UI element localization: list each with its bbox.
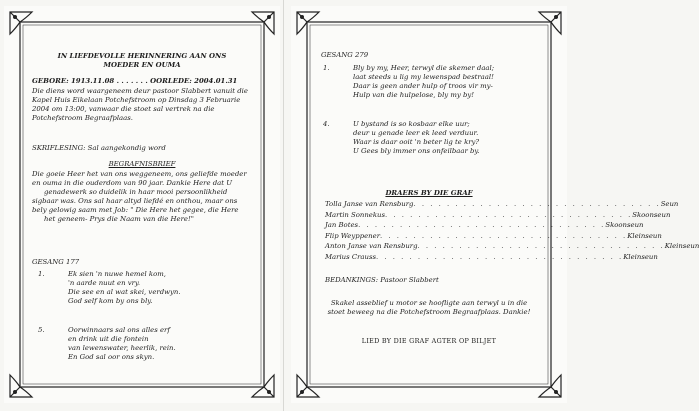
hymn-line: en drink uit die fontein bbox=[68, 335, 149, 343]
letter-line: Die goeie Heer het van ons weggeneem, ons geliefde moeder bbox=[32, 170, 247, 178]
birth-death-dates: GEBORE: 1913.11.08 . . . . . . . OORLEDE: 2004.01.31 bbox=[32, 77, 238, 85]
hymn-line: God self kom by ons bly. bbox=[68, 297, 153, 305]
footer-note: LIED BY DIE GRAF AGTER OP BILJET bbox=[361, 337, 497, 345]
heading-line-2: MOEDER EN OUMA bbox=[103, 61, 181, 69]
service-line: Kapel Huis Eikelaan Potchefstroom op Dinsdag 3 Februarie bbox=[32, 96, 241, 104]
hymn-line: laat steeds u lig my lewenspad bestraal! bbox=[353, 73, 494, 81]
heading-line-1: IN LIEFDEVOLLE HERINNERING AAN ONS bbox=[57, 52, 227, 60]
hymn-line: van lewenswater, heerlik, rein. bbox=[68, 344, 176, 352]
bearer-row bbox=[325, 252, 658, 262]
thanks-line: BEDANKINGS: Pastoor Slabbert bbox=[325, 276, 439, 284]
closing-line: stoet beweeg na die Potchefstroom Begraafplaas. Dankie! bbox=[327, 308, 531, 316]
service-line: 2004 om 13:00, vanwaar die stoet sal vertrek na die bbox=[32, 105, 215, 113]
hymn-line: Ek sien 'n nuwe hemel kom, bbox=[68, 270, 166, 278]
scripture-reading: SKRIFLESING: Sal aangekondig word bbox=[32, 144, 166, 152]
letter-title: BEGRAFNISBRIEF bbox=[108, 160, 176, 168]
leader-dots: . . . . . . . . . . . . . . . . . . . . . . . . . . . . . . bbox=[358, 221, 606, 229]
stanza-number: 4. bbox=[323, 120, 330, 128]
left-page bbox=[4, 6, 280, 403]
bearer-name: Flip Weyppener bbox=[325, 231, 380, 240]
letter-line: bely gelowig saam met Job: " Die Here het gegee, die Here bbox=[32, 206, 239, 214]
hymn-line: En God sal oor ons skyn. bbox=[68, 353, 155, 361]
leader-dots: . . . . . . . . . . . . . . . . . . . . . . . . . . . . . . bbox=[417, 242, 665, 250]
hymn-title: GESANG 279 bbox=[321, 51, 369, 59]
closing-line: Skakel asseblief u motor se hoofligte aan terwyl u in die bbox=[330, 299, 528, 307]
hymn-line: 'n aarde nuut en vry. bbox=[68, 279, 141, 287]
bearer-row bbox=[325, 231, 662, 241]
bearers-title: DRAERS BY DIE GRAF bbox=[385, 189, 473, 197]
bearer-row bbox=[325, 210, 671, 220]
hymn-line: Bly by my, Heer, terwyl die skemer daal; bbox=[353, 64, 495, 72]
hymn-line: Daar is geen ander hulp of troos vir my- bbox=[353, 82, 493, 90]
bearer-relation: Kleinseun bbox=[623, 252, 658, 261]
hymn-line: Hulp van die hulpelose, bly my by! bbox=[353, 91, 475, 99]
letter-line: het geneem- Prys die Naam van die Here!" bbox=[44, 215, 194, 223]
bearer-name: Marius Crauss bbox=[325, 252, 377, 261]
leader-dots: . . . . . . . . . . . . . . . . . . . . . . . . . . . . . . bbox=[413, 200, 661, 208]
stanza-number: 1. bbox=[323, 64, 330, 72]
leader-dots: . . . . . . . . . . . . . . . . . . . . . . . . . . . . . . bbox=[385, 210, 633, 219]
service-line: Die diens word waargeneem deur pastoor Slabbert vanuit die bbox=[32, 87, 248, 95]
right-page bbox=[291, 6, 699, 403]
center-fold bbox=[283, 0, 284, 411]
hymn-line: Die see en al wat skei, verdwyn. bbox=[68, 288, 181, 296]
leader-dots: . . . . . . . . . . . . . . . . . . . . . . . . . . . . . . bbox=[380, 231, 628, 240]
bearer-name: Martin Sonnekus bbox=[325, 210, 386, 219]
stanza-number: 5. bbox=[38, 326, 45, 334]
stanza-number: 1. bbox=[38, 270, 45, 278]
bearer-name: Jan Botes bbox=[325, 221, 359, 229]
bearer-relation: Kleinseun bbox=[627, 231, 662, 240]
hymn-line: U Gees bly immer ons onfeilbaar by. bbox=[353, 147, 480, 155]
hymn-line: Oorwinnaars sal ons alles erf bbox=[68, 326, 170, 334]
bearer-relation: Kleinseun bbox=[664, 242, 699, 250]
letter-line: genadewerk so duidelik in haar mooi persoonlikheid bbox=[44, 188, 228, 196]
service-line: Potchefstroom Begraafplaas. bbox=[32, 114, 133, 122]
bearer-name: Anton Janse van Rensburg bbox=[325, 242, 418, 250]
bearer-row bbox=[325, 221, 644, 230]
bearer-relation: Skoonseun bbox=[632, 210, 671, 219]
hymn-line: U bystand is so kosbaar elke uur; bbox=[353, 120, 470, 128]
bearer-relation: Seun bbox=[660, 200, 679, 208]
bearer-name: Tolla Janse van Rensburg bbox=[325, 200, 414, 208]
letter-line: en ouma in die ouderdom van 90 jaar. Dankie Here dat U bbox=[32, 179, 233, 187]
letter-line: sigbaar was. Ons sal haar altyd liefdé en onthou, maar ons bbox=[32, 197, 238, 205]
bearer-relation: Skoonseun bbox=[605, 221, 644, 229]
hymn-title: GESANG 177 bbox=[32, 258, 80, 266]
leader-dots: . . . . . . . . . . . . . . . . . . . . . . . . . . . . . . bbox=[376, 252, 624, 261]
bearer-row bbox=[325, 200, 679, 209]
bearer-row bbox=[325, 242, 699, 251]
hymn-line: Waar is daar ooit 'n beter lig te kry? bbox=[353, 138, 480, 146]
hymn-line: deur u genade leer ek leed verduur. bbox=[353, 129, 479, 137]
